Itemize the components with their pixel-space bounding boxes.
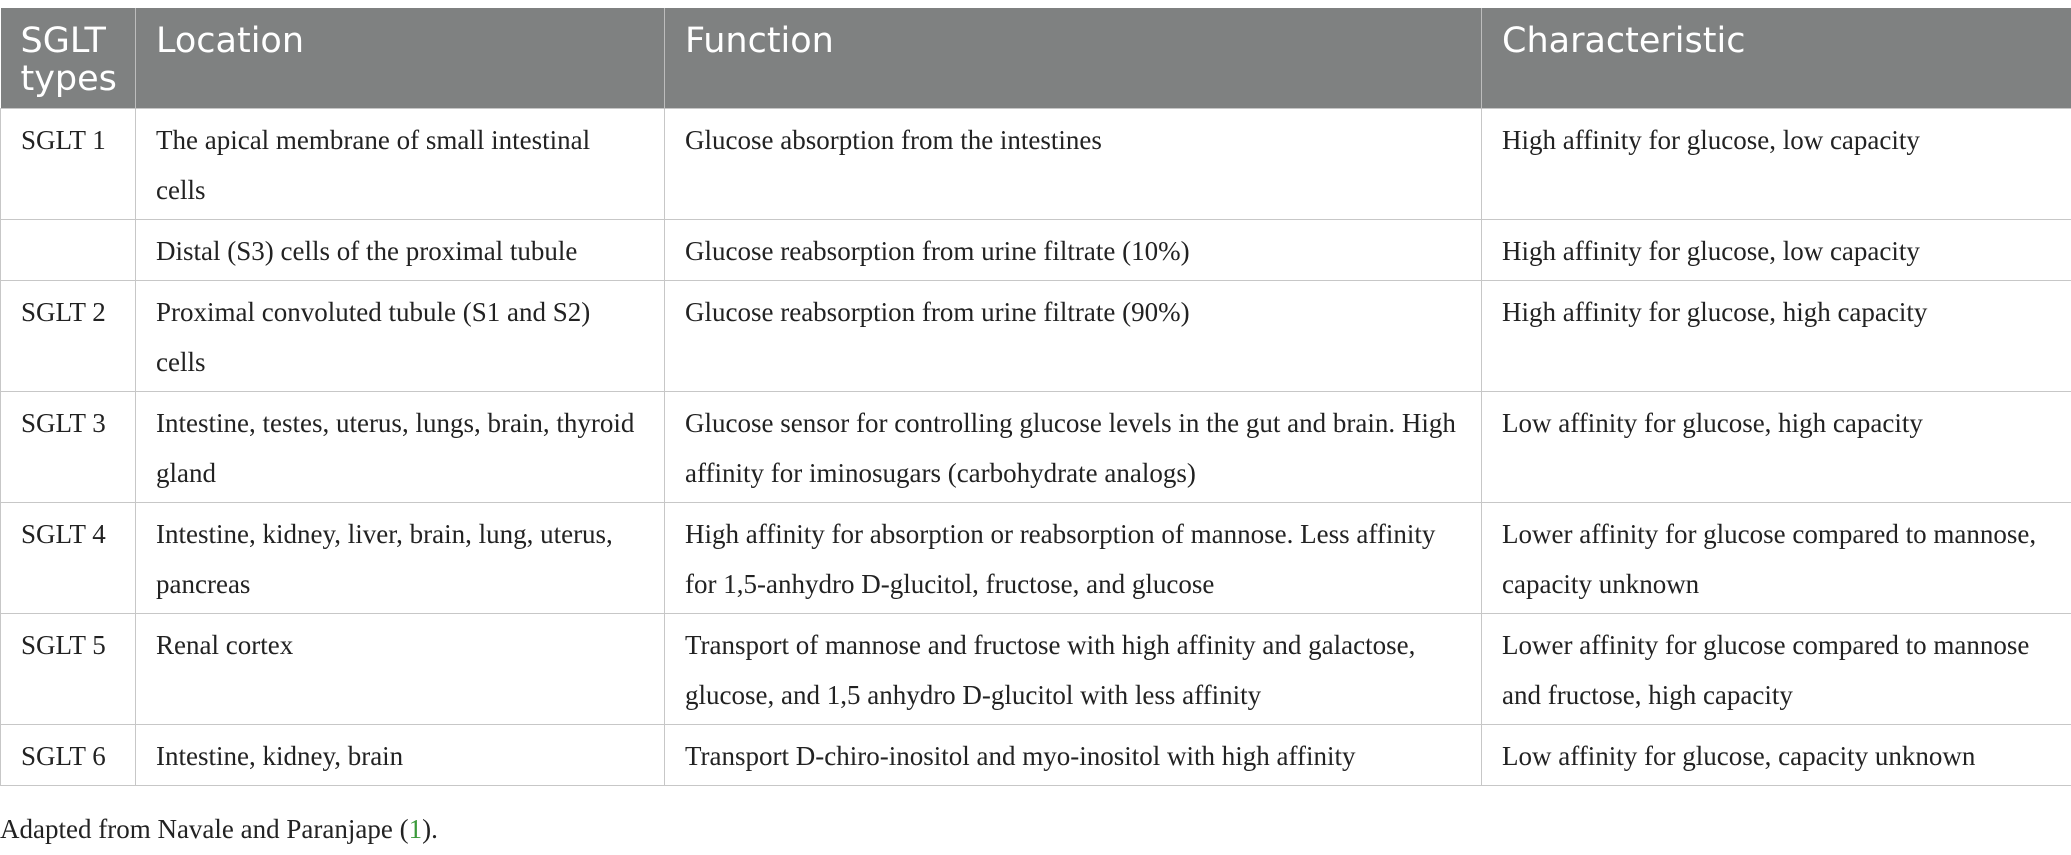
footnote-text: Adapted from Navale and Paranjape ( <box>0 814 409 844</box>
cell-type <box>1 220 136 281</box>
cell-function: Glucose sensor for controlling glucose levels in the gut and brain. High affinity for iminosugars (carbohydrate analogs) <box>665 392 1482 503</box>
table-row <box>1 503 2071 614</box>
cell-characteristic: Low affinity for glucose, capacity unknown <box>1482 725 2071 786</box>
header-row <box>1 8 2071 109</box>
cell-type: SGLT 4 <box>1 503 136 614</box>
cell-function: Glucose reabsorption from urine filtrate (90%) <box>665 281 1482 392</box>
header-sglt-types: SGLT types <box>1 8 136 109</box>
footnote-suffix: ). <box>422 814 438 844</box>
cell-function: Transport D-chiro-inositol and myo-inositol with high affinity <box>665 725 1482 786</box>
cell-type: SGLT 5 <box>1 614 136 725</box>
cell-location: The apical membrane of small intestinal cells <box>136 109 665 220</box>
cell-location: Intestine, testes, uterus, lungs, brain, thyroid gland <box>136 392 665 503</box>
cell-function: High affinity for absorption or reabsorption of mannose. Less affinity for 1,5-anhydro D-glucitol, fructose, and glucose <box>665 503 1482 614</box>
table-footnote <box>0 812 438 846</box>
table-row <box>1 109 2071 220</box>
header-characteristic: Characteristic <box>1482 8 2071 109</box>
cell-type: SGLT 2 <box>1 281 136 392</box>
table-row <box>1 392 2071 503</box>
cell-location: Renal cortex <box>136 614 665 725</box>
cell-function: Glucose absorption from the intestines <box>665 109 1482 220</box>
table-row <box>1 220 2071 281</box>
sglt-table-container <box>0 8 2071 786</box>
cell-characteristic: High affinity for glucose, low capacity <box>1482 109 2071 220</box>
cell-type: SGLT 1 <box>1 109 136 220</box>
header-function: Function <box>665 8 1482 109</box>
cell-location: Proximal convoluted tubule (S1 and S2) cells <box>136 281 665 392</box>
table-row <box>1 725 2071 786</box>
cell-characteristic: High affinity for glucose, high capacity <box>1482 281 2071 392</box>
cell-type: SGLT 3 <box>1 392 136 503</box>
table-header <box>1 8 2071 109</box>
cell-location: Distal (S3) cells of the proximal tubule <box>136 220 665 281</box>
table-body <box>1 109 2071 786</box>
header-location: Location <box>136 8 665 109</box>
sglt-types-table <box>0 8 2071 786</box>
cell-function: Transport of mannose and fructose with high affinity and galactose, glucose, and 1,5 anhydro D-glucitol with less affinity <box>665 614 1482 725</box>
cell-characteristic: Lower affinity for glucose compared to mannose, capacity unknown <box>1482 503 2071 614</box>
cell-characteristic: Low affinity for glucose, high capacity <box>1482 392 2071 503</box>
table-row <box>1 614 2071 725</box>
cell-characteristic: Lower affinity for glucose compared to mannose and fructose, high capacity <box>1482 614 2071 725</box>
cell-location: Intestine, kidney, brain <box>136 725 665 786</box>
cell-characteristic: High affinity for glucose, low capacity <box>1482 220 2071 281</box>
reference-link[interactable]: 1 <box>408 814 423 844</box>
cell-function: Glucose reabsorption from urine filtrate (10%) <box>665 220 1482 281</box>
cell-type: SGLT 6 <box>1 725 136 786</box>
table-row <box>1 281 2071 392</box>
cell-location: Intestine, kidney, liver, brain, lung, uterus, pancreas <box>136 503 665 614</box>
